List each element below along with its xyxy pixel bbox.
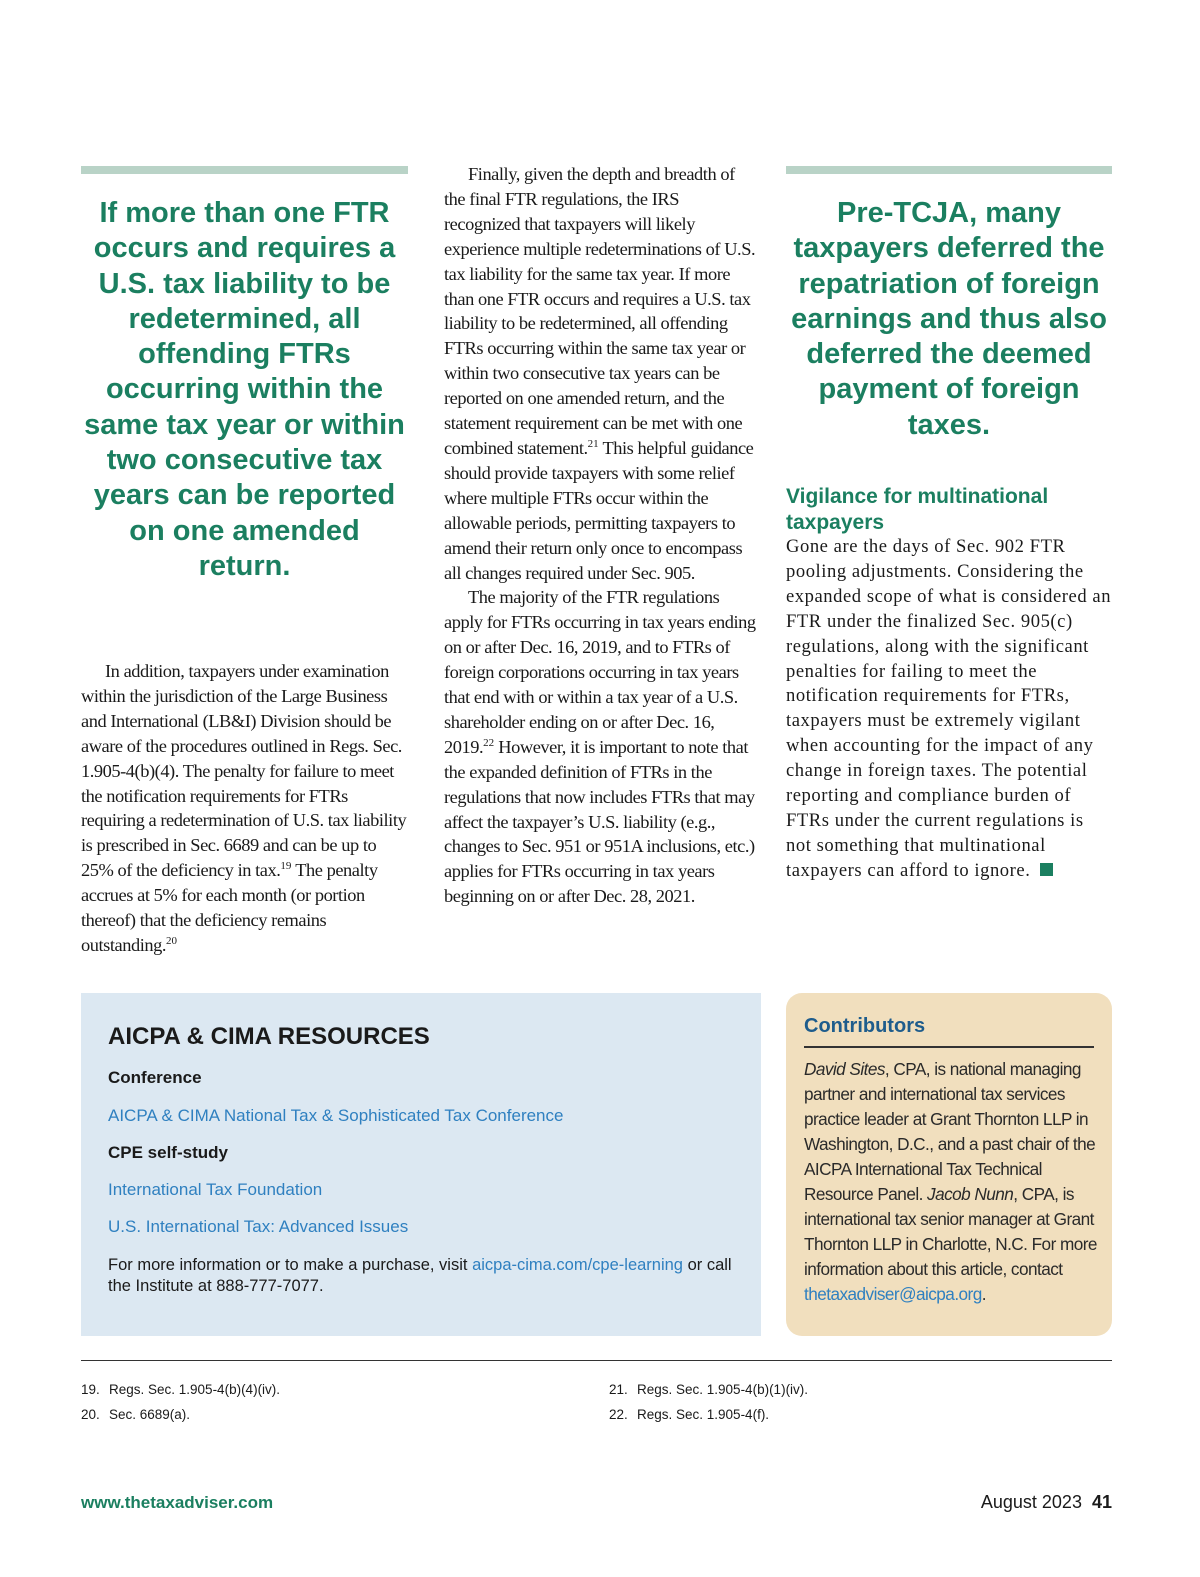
end-of-article-icon bbox=[1040, 863, 1053, 876]
resources-box bbox=[81, 993, 761, 1336]
contributors-title: Contributors bbox=[804, 1015, 926, 1037]
body-column-1 bbox=[81, 659, 407, 958]
footer-date: August 2023 bbox=[980, 1492, 1082, 1512]
footnote-ref: 20 bbox=[166, 934, 178, 947]
body-column-2 bbox=[444, 162, 758, 909]
contributors-rule bbox=[804, 1046, 1094, 1048]
contact-email-link[interactable]: thetaxadviser@aicpa.org bbox=[804, 1284, 982, 1304]
paragraph: Finally, given the depth and breadth of the final FTR regulations, the IRS recognized that taxpayers will likely experience multiple redeterminations of U.S. tax liability for the same tax year. If more than one FTR occurs and requires a U.S. tax liability to be redetermined, all offending FTRs occurring within the same tax year or within two consecutive tax years can be reported on one amended return, and the statement requirement can be met with one combined statement.$^{21}$ This helpful guidance should provide taxpayers with some relief where multiple FTRs occur within the allowable periods, permitting taxpayers to amend their return only once to encompass all changes required under Sec. 905. bbox=[444, 164, 756, 583]
cpe-learning-link[interactable]: aicpa-cima.com/cpe-learning bbox=[472, 1256, 683, 1274]
section-subhead: Vigilance for multinational taxpayers bbox=[786, 485, 1049, 534]
cpe-link-advanced-issues[interactable]: U.S. International Tax: Advanced Issues bbox=[108, 1217, 409, 1236]
footnote-ref: 19 bbox=[280, 860, 292, 873]
footnote-20: 20. Sec. 6689(a). bbox=[81, 1407, 191, 1422]
resources-title: AICPA & CIMA RESOURCES bbox=[108, 1023, 430, 1050]
footnote-rule bbox=[81, 1360, 1112, 1361]
resources-info: For more information or to make a purchase, visit aicpa-cima.com/cpe-learning or call the Institute at 888-777-7077. bbox=[108, 1256, 732, 1295]
contributor-name: David Sites bbox=[804, 1059, 885, 1079]
paragraph: The majority of the FTR regulations apply for FTRs occurring in tax years ending on or after Dec. 16, 2019, and to FTRs of foreign corporations occurring in tax years that end with or within a tax year of a U.S. shareholder ending on or after Dec. 16, 2019.22 However, it is important to note that the expanded definition of FTRs in the regulations that now includes FTRs that may affect the taxpayer’s U.S. liability (e.g., changes to Sec. 951 or 951A inclusions, etc.) applies for FTRs occurring in tax years beginning on or after Dec. 28, 2021. bbox=[444, 587, 756, 907]
footnote-21: 21. Regs. Sec. 1.905-4(b)(1)(iv). bbox=[609, 1382, 809, 1397]
footer-website[interactable]: www.thetaxadviser.com bbox=[81, 1493, 274, 1512]
page-number: 41 bbox=[1091, 1492, 1112, 1512]
cpe-link-international-tax-foundation[interactable]: International Tax Foundation bbox=[108, 1180, 323, 1199]
footer-page-info bbox=[981, 1492, 1112, 1513]
footnote-ref: 22 bbox=[483, 736, 495, 749]
paragraph: In addition, taxpayers under examination within the jurisdiction of the Large Business and International (LB&I) Division should be aware of the procedures outlined in Regs. Sec. 1.905-4(b)(4). The penalty for failure to meet the notification requirements for FTRs requiring a redetermination of U.S. tax liability is prescribed in Sec. 6689 and can be up to 25% of the deficiency in tax.$^{19}$ The penalty accrues at 5% for each month (or portion thereof) that the deficiency remains outstanding.$^{20}$ bbox=[81, 661, 407, 955]
contributors-box bbox=[786, 993, 1112, 1336]
contributor-name: Jacob Nunn bbox=[927, 1184, 1014, 1204]
pullquote-left: If more than one FTR occurs and requires a U.S. tax liability to be redetermined, all offending FTRs occurring within the same tax year or within two consecutive tax years can be reported on one amended return. bbox=[84, 197, 405, 582]
resources-conference-heading: Conference bbox=[108, 1068, 202, 1087]
resources-cpe-heading: CPE self-study bbox=[108, 1143, 228, 1162]
footnote-22: 22. Regs. Sec. 1.905-4(f). bbox=[609, 1407, 770, 1422]
pullquote-right: Pre-TCJA, many taxpayers deferred the repatriation of foreign earnings and thus also deferred the deemed payment of foreign taxes. bbox=[791, 197, 1107, 441]
body-column-3: Gone are the days of Sec. 902 FTR pooling adjustments. Considering the expanded scope of what is considered an FTR under the finalized Sec. 905(c) regulations, along with the significant penalties for failing to meet the notification requirements for FTRs, taxpayers must be extremely vigilant when accounting for the impact of any change in foreign taxes. The potential reporting and compliance burden of FTRs under the current regulations is not something that multinational taxpayers can afford to ignore. bbox=[786, 536, 1112, 881]
pullquote-rule-right bbox=[786, 166, 1112, 174]
conference-link[interactable]: AICPA & CIMA National Tax & Sophisticated Tax Conference bbox=[108, 1106, 564, 1125]
pullquote-rule-left bbox=[81, 166, 408, 174]
contributors-bio: David Sites, CPA, is national managing partner and international tax services practice leader at Grant Thornton LLP in Washington, D.C., and a past chair of the AICPA International Tax Technical Resource Panel. Jacob Nunn, CPA, is international tax senior manager at Grant Thornton LLP in Charlotte, N.C. For more information about this article, contact thetaxadviser@aicpa.org. bbox=[804, 1059, 1097, 1304]
footnote-19: 19. Regs. Sec. 1.905-4(b)(4)(iv). bbox=[81, 1382, 281, 1397]
footnote-ref: 21 bbox=[587, 437, 599, 450]
